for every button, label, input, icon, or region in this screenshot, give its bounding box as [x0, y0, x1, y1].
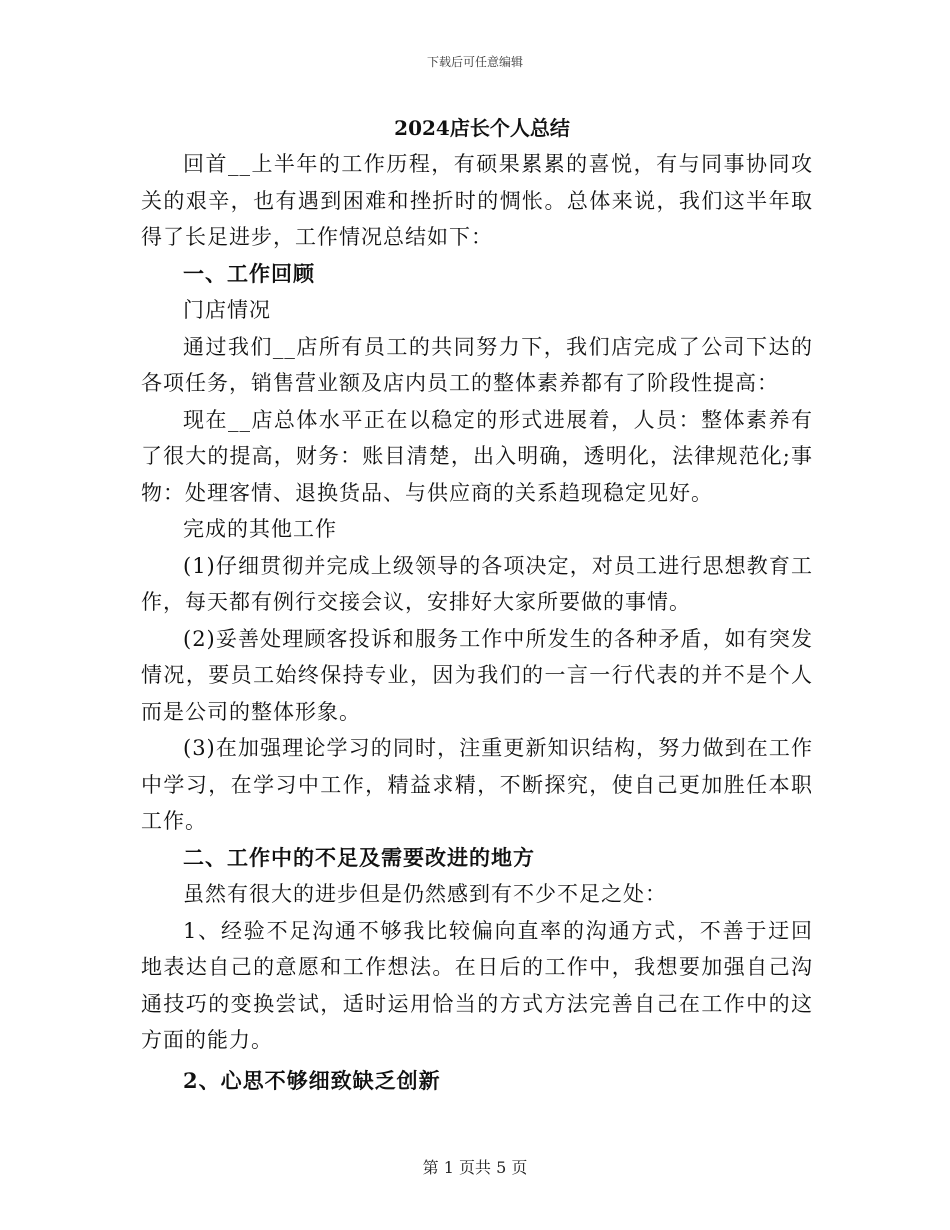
- paragraph-shortcoming-1: 1、经验不足沟通不够我比较偏向直率的沟通方式，不善于迂回地表达自己的意愿和工作想法。在日后的工作中，我想要加强自己沟通技巧的变换尝试，适时运用恰当的方式方法完善自己在工作中的这方面的能力。: [141, 918, 813, 1052]
- paragraph-store-current: 现在__店总体水平正在以稳定的形式进展着，人员：整体素养有了很大的提高，财务：账目清楚，出入明确，透明化，法律规范化;事物：处理客情、退换货品、与供应商的关系趋现稳定见好。: [141, 407, 813, 505]
- intro-paragraph: 回首__上半年的工作历程，有硕果累累的喜悦，有与同事协同攻关的艰辛，也有遇到困难和挫折时的惆怅。总体来说，我们这半年取得了长足进步，工作情况总结如下：: [141, 152, 813, 249]
- document-body: [141, 110, 813, 1099]
- subheading-other-work: 完成的其他工作: [183, 517, 337, 541]
- subheading-store-status: 门店情况: [183, 298, 271, 322]
- subheading-shortcoming-2: 2、心思不够细致缺乏创新: [183, 1067, 441, 1093]
- section-heading-review: 一、工作回顾: [183, 260, 315, 286]
- paragraph-shortcomings-intro: 虽然有很大的进步但是仍然感到有不少不足之处：: [183, 882, 667, 906]
- page-footer: 第 1 页共 5 页: [422, 1158, 528, 1177]
- document-title: 2024店长个人总结: [394, 116, 570, 140]
- header-note: 下载后可任意编辑: [426, 55, 523, 69]
- list-item-2: (2)妥善处理顾客投诉和服务工作中所发生的各种矛盾，如有突发情况，要员工始终保持专业，因为我们的一言一行代表的并不是个人而是公司的整体形象。: [141, 626, 813, 724]
- list-item-3: (3)在加强理论学习的同时，注重更新知识结构，努力做到在工作中学习，在学习中工作，精益求精，不断探究，使自己更加胜任本职工作。: [141, 736, 813, 833]
- section-heading-shortcomings: 二、工作中的不足及需要改进的地方: [183, 844, 535, 870]
- list-item-1: (1)仔细贯彻并完成上级领导的各项决定，对员工进行思想教育工作，每天都有例行交接会议，安排好大家所要做的事情。: [141, 553, 813, 614]
- paragraph-store-achievement: 通过我们__店所有员工的共同努力下，我们店完成了公司下达的各项任务，销售营业额及店内员工的整体素养都有了阶段性提高：: [141, 334, 813, 395]
